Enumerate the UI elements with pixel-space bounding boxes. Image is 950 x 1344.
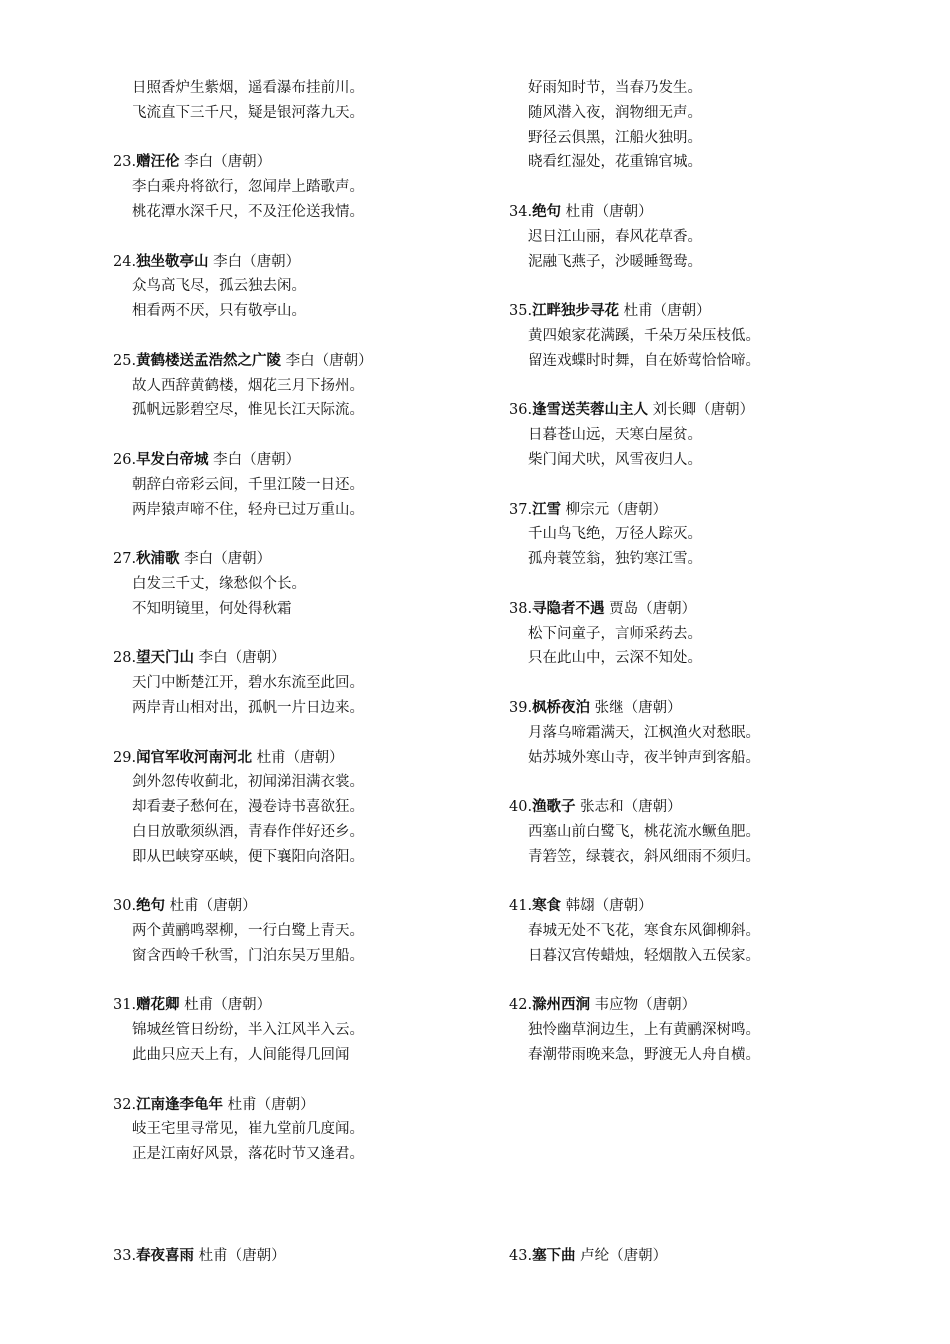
poem-line: 西塞山前白鹭飞，桃花流水鳜鱼肥。 <box>528 823 760 840</box>
poem-line: 岐王宅里寻常见，崔九堂前几度闻。 <box>132 1121 364 1138</box>
poem-line: 野径云俱黑，江船火独明。 <box>528 129 702 146</box>
poem-line: 孤舟蓑笠翁，独钓寒江雪。 <box>528 551 702 568</box>
poem-block <box>509 993 929 1067</box>
poem-title: 赠汪伦 <box>136 154 180 171</box>
poem-block <box>113 76 503 150</box>
spacer <box>509 274 929 299</box>
poem-line: 此曲只应天上有，人间能得几回闻 <box>132 1047 350 1064</box>
poem-line: 春城无处不飞花，寒食东风御柳斜。 <box>528 923 760 940</box>
poem-line: 黄四娘家花满蹊，千朵万朵压枝低。 <box>528 327 760 344</box>
poem-title: 望天门山 <box>136 650 195 667</box>
poem-line: 正是江南好风景，落花时节又逢君。 <box>132 1146 364 1163</box>
poem-number: 30. <box>113 898 137 915</box>
poem-author: 杜甫（唐朝） <box>227 1096 315 1113</box>
poem-block <box>113 349 503 448</box>
poem-line: 却看妻子愁何在，漫卷诗书喜欲狂。 <box>132 799 364 816</box>
spacer <box>113 721 503 746</box>
poem-heading <box>113 894 503 919</box>
spacer <box>509 770 929 795</box>
poem-title: 渔歌子 <box>532 799 576 816</box>
poem-line: 泥融飞燕子，沙暖睡鸳鸯。 <box>528 253 702 270</box>
poem-number: 42. <box>509 997 533 1014</box>
poem-author: 李白（唐朝） <box>285 352 373 369</box>
poem-number: 29. <box>113 749 137 766</box>
poem-line: 剑外忽传收蓟北，初闻涕泪满衣裳。 <box>132 774 364 791</box>
spacer <box>113 522 503 547</box>
poem-author: 杜甫（唐朝） <box>623 303 711 320</box>
poem-line: 窗含西岭千秋雪，门泊东吴万里船。 <box>132 947 364 964</box>
poem-block <box>113 150 503 249</box>
poem-title: 绝句 <box>136 898 166 915</box>
right-column <box>509 76 929 1068</box>
poem-heading <box>509 498 929 523</box>
spacer <box>509 473 929 498</box>
poem-heading <box>509 894 929 919</box>
poem-block <box>113 646 503 745</box>
poem-line: 即从巴峡穿巫峡，便下襄阳向洛阳。 <box>132 848 364 865</box>
poem-author: 李白（唐朝） <box>184 551 272 568</box>
poem-number: 43. <box>509 1248 533 1264</box>
poem-block <box>509 76 929 200</box>
spacer <box>509 374 929 399</box>
poem-title: 绝句 <box>532 203 562 220</box>
poem-block <box>509 597 929 696</box>
poem-number: 37. <box>509 501 533 518</box>
poem-author: 李白（唐朝） <box>198 650 286 667</box>
poem-block <box>113 894 503 993</box>
poem-heading <box>509 299 929 324</box>
poem-line: 白日放歌须纵酒，青春作伴好还乡。 <box>132 823 364 840</box>
poem-line: 天门中断楚江开，碧水东流至此回。 <box>132 675 364 692</box>
poem-block <box>113 993 503 1092</box>
poem-title: 江畔独步寻花 <box>532 303 620 320</box>
poem-line: 李白乘舟将欲行，忽闻岸上踏歌声。 <box>132 179 364 196</box>
poem-title: 江南逢李龟年 <box>136 1096 224 1113</box>
poem-line: 两岸猿声啼不住，轻舟已过万重山。 <box>132 501 364 518</box>
poem-title: 赠花卿 <box>136 997 180 1014</box>
poem-author: 杜甫（唐朝） <box>184 997 272 1014</box>
poem-author: 杜甫（唐朝） <box>256 749 344 766</box>
poem-block <box>509 398 929 497</box>
spacer <box>509 572 929 597</box>
spacer <box>509 969 929 994</box>
poem-line: 随风潜入夜，润物细无声。 <box>528 104 702 121</box>
poem-author: 柳宗元（唐朝） <box>565 501 668 518</box>
poem-heading <box>509 398 929 423</box>
spacer <box>509 671 929 696</box>
poem-heading <box>509 795 929 820</box>
poem-block <box>113 547 503 646</box>
left-column <box>113 76 503 1167</box>
spacer <box>113 225 503 250</box>
poem-line: 白发三千丈，缘愁似个长。 <box>132 575 306 592</box>
poem-title: 枫桥夜泊 <box>532 699 591 716</box>
poem-number: 24. <box>113 253 137 270</box>
poem-heading <box>113 547 503 572</box>
poem-heading <box>509 993 929 1018</box>
poem-line: 月落乌啼霜满天，江枫渔火对愁眠。 <box>528 724 760 741</box>
poem-number: 41. <box>509 898 533 915</box>
poem-title: 秋浦歌 <box>136 551 180 568</box>
poem-author: 李白（唐朝） <box>184 154 272 171</box>
poem-title: 闻官军收河南河北 <box>136 749 253 766</box>
spacer <box>113 622 503 647</box>
poem-title: 早发白帝城 <box>136 451 209 468</box>
poem-title: 春夜喜雨 <box>136 1248 195 1264</box>
poem-line: 好雨知时节，当春乃发生。 <box>528 80 702 96</box>
spacer <box>113 870 503 895</box>
poem-block <box>509 795 929 894</box>
poem-line: 留连戏蝶时时舞，自在娇莺恰恰啼。 <box>528 352 760 369</box>
poem-author: 韩翃（唐朝） <box>565 898 653 915</box>
poem-number: 32. <box>113 1096 137 1113</box>
poem-block <box>509 200 929 299</box>
poem-heading <box>509 696 929 721</box>
poem-line: 众鸟高飞尽，孤云独去闲。 <box>132 278 306 295</box>
poem-block <box>113 250 503 349</box>
poem-title: 黄鹤楼送孟浩然之广陵 <box>136 352 282 369</box>
poem-line: 孤帆远影碧空尽，惟见长江天际流。 <box>132 402 364 419</box>
poem-line: 桃花潭水深千尺，不及汪伦送我情。 <box>132 203 364 220</box>
poem-block <box>509 299 929 398</box>
poem-line: 日照香炉生紫烟，遥看瀑布挂前川。 <box>132 80 364 96</box>
poem-line: 千山鸟飞绝，万径人踪灭。 <box>528 526 702 543</box>
poem-author: 贾岛（唐朝） <box>609 600 697 617</box>
spacer <box>113 423 503 448</box>
spacer <box>113 126 503 151</box>
poem-author: 张志和（唐朝） <box>580 799 682 816</box>
poem-heading <box>113 993 503 1018</box>
poem-number: 26. <box>113 451 137 468</box>
poem-title: 滁州西涧 <box>532 997 591 1014</box>
spacer <box>509 870 929 895</box>
poem-number: 33. <box>113 1248 137 1264</box>
poem-author: 李白（唐朝） <box>213 451 301 468</box>
poem-author: 杜甫（唐朝） <box>198 1248 286 1264</box>
poem-title: 独坐敬亭山 <box>136 253 209 270</box>
poem-heading-33 <box>113 1244 286 1269</box>
poem-title: 塞下曲 <box>532 1248 576 1264</box>
poem-author: 张继（唐朝） <box>594 699 682 716</box>
poem-line: 姑苏城外寒山寺，夜半钟声到客船。 <box>528 749 760 766</box>
poem-line: 两个黄鹂鸣翠柳，一行白鹭上青天。 <box>132 923 364 940</box>
poem-heading <box>113 349 503 374</box>
poem-line: 只在此山中，云深不知处。 <box>528 650 702 667</box>
poem-heading <box>113 646 503 671</box>
poem-line: 青箬笠，绿蓑衣，斜风细雨不须归。 <box>528 848 760 865</box>
poem-number: 38. <box>509 600 533 617</box>
poem-title: 寻隐者不遇 <box>532 600 605 617</box>
poem-line: 飞流直下三千尺，疑是银河落九天。 <box>132 104 364 121</box>
poem-line: 故人西辞黄鹤楼，烟花三月下扬州。 <box>132 377 364 394</box>
poem-line: 相看两不厌，只有敬亭山。 <box>132 303 306 320</box>
poem-heading <box>113 448 503 473</box>
poem-heading <box>509 200 929 225</box>
poem-number: 34. <box>509 203 533 220</box>
spacer <box>113 324 503 349</box>
poem-author: 杜甫（唐朝） <box>565 203 653 220</box>
poem-line: 两岸青山相对出，孤帆一片日边来。 <box>132 699 364 716</box>
spacer <box>509 175 929 200</box>
poem-line: 晓看红湿处，花重锦官城。 <box>528 154 702 171</box>
poem-number: 39. <box>509 699 533 716</box>
poem-block <box>113 746 503 895</box>
poem-number: 23. <box>113 154 137 171</box>
poem-line: 朝辞白帝彩云间，千里江陵一日还。 <box>132 476 364 493</box>
poem-heading-43 <box>509 1244 667 1269</box>
poem-heading <box>113 250 503 275</box>
poem-number: 25. <box>113 352 137 369</box>
poem-line: 柴门闻犬吠，风雪夜归人。 <box>528 451 702 468</box>
poem-block <box>113 448 503 547</box>
poem-title: 逢雪送芙蓉山主人 <box>532 402 649 419</box>
poem-line: 独怜幽草涧边生，上有黄鹂深树鸣。 <box>528 1022 760 1039</box>
poem-author: 刘长卿（唐朝） <box>652 402 755 419</box>
spacer <box>113 969 503 994</box>
poem-author: 韦应物（唐朝） <box>594 997 697 1014</box>
poem-heading <box>509 597 929 622</box>
poem-number: 28. <box>113 650 137 667</box>
poem-line: 迟日江山丽，春风花草香。 <box>528 228 702 245</box>
poem-heading <box>113 746 503 771</box>
poem-line: 松下问童子，言师采药去。 <box>528 625 702 642</box>
poem-number: 31. <box>113 997 137 1014</box>
poem-number: 40. <box>509 799 533 816</box>
poem-title: 寒食 <box>532 898 562 915</box>
poem-author: 杜甫（唐朝） <box>169 898 257 915</box>
poem-title: 江雪 <box>532 501 562 518</box>
poem-line: 日暮苍山远，天寒白屋贫。 <box>528 427 702 444</box>
poem-block <box>509 498 929 597</box>
poem-author: 李白（唐朝） <box>213 253 301 270</box>
poem-heading <box>113 150 503 175</box>
poem-author: 卢纶（唐朝） <box>580 1248 668 1264</box>
poem-number: 36. <box>509 402 533 419</box>
poem-block <box>509 894 929 993</box>
poem-heading <box>113 1093 503 1118</box>
poem-block <box>509 696 929 795</box>
poem-number: 35. <box>509 303 533 320</box>
poem-number: 27. <box>113 551 137 568</box>
poem-block <box>113 1093 503 1167</box>
poem-line: 春潮带雨晚来急，野渡无人舟自横。 <box>528 1047 760 1064</box>
poem-line: 锦城丝管日纷纷，半入江风半入云。 <box>132 1022 364 1039</box>
poem-line: 日暮汉宫传蜡烛，轻烟散入五侯家。 <box>528 947 760 964</box>
poem-line: 不知明镜里，何处得秋霜 <box>132 600 292 617</box>
spacer <box>113 1068 503 1093</box>
